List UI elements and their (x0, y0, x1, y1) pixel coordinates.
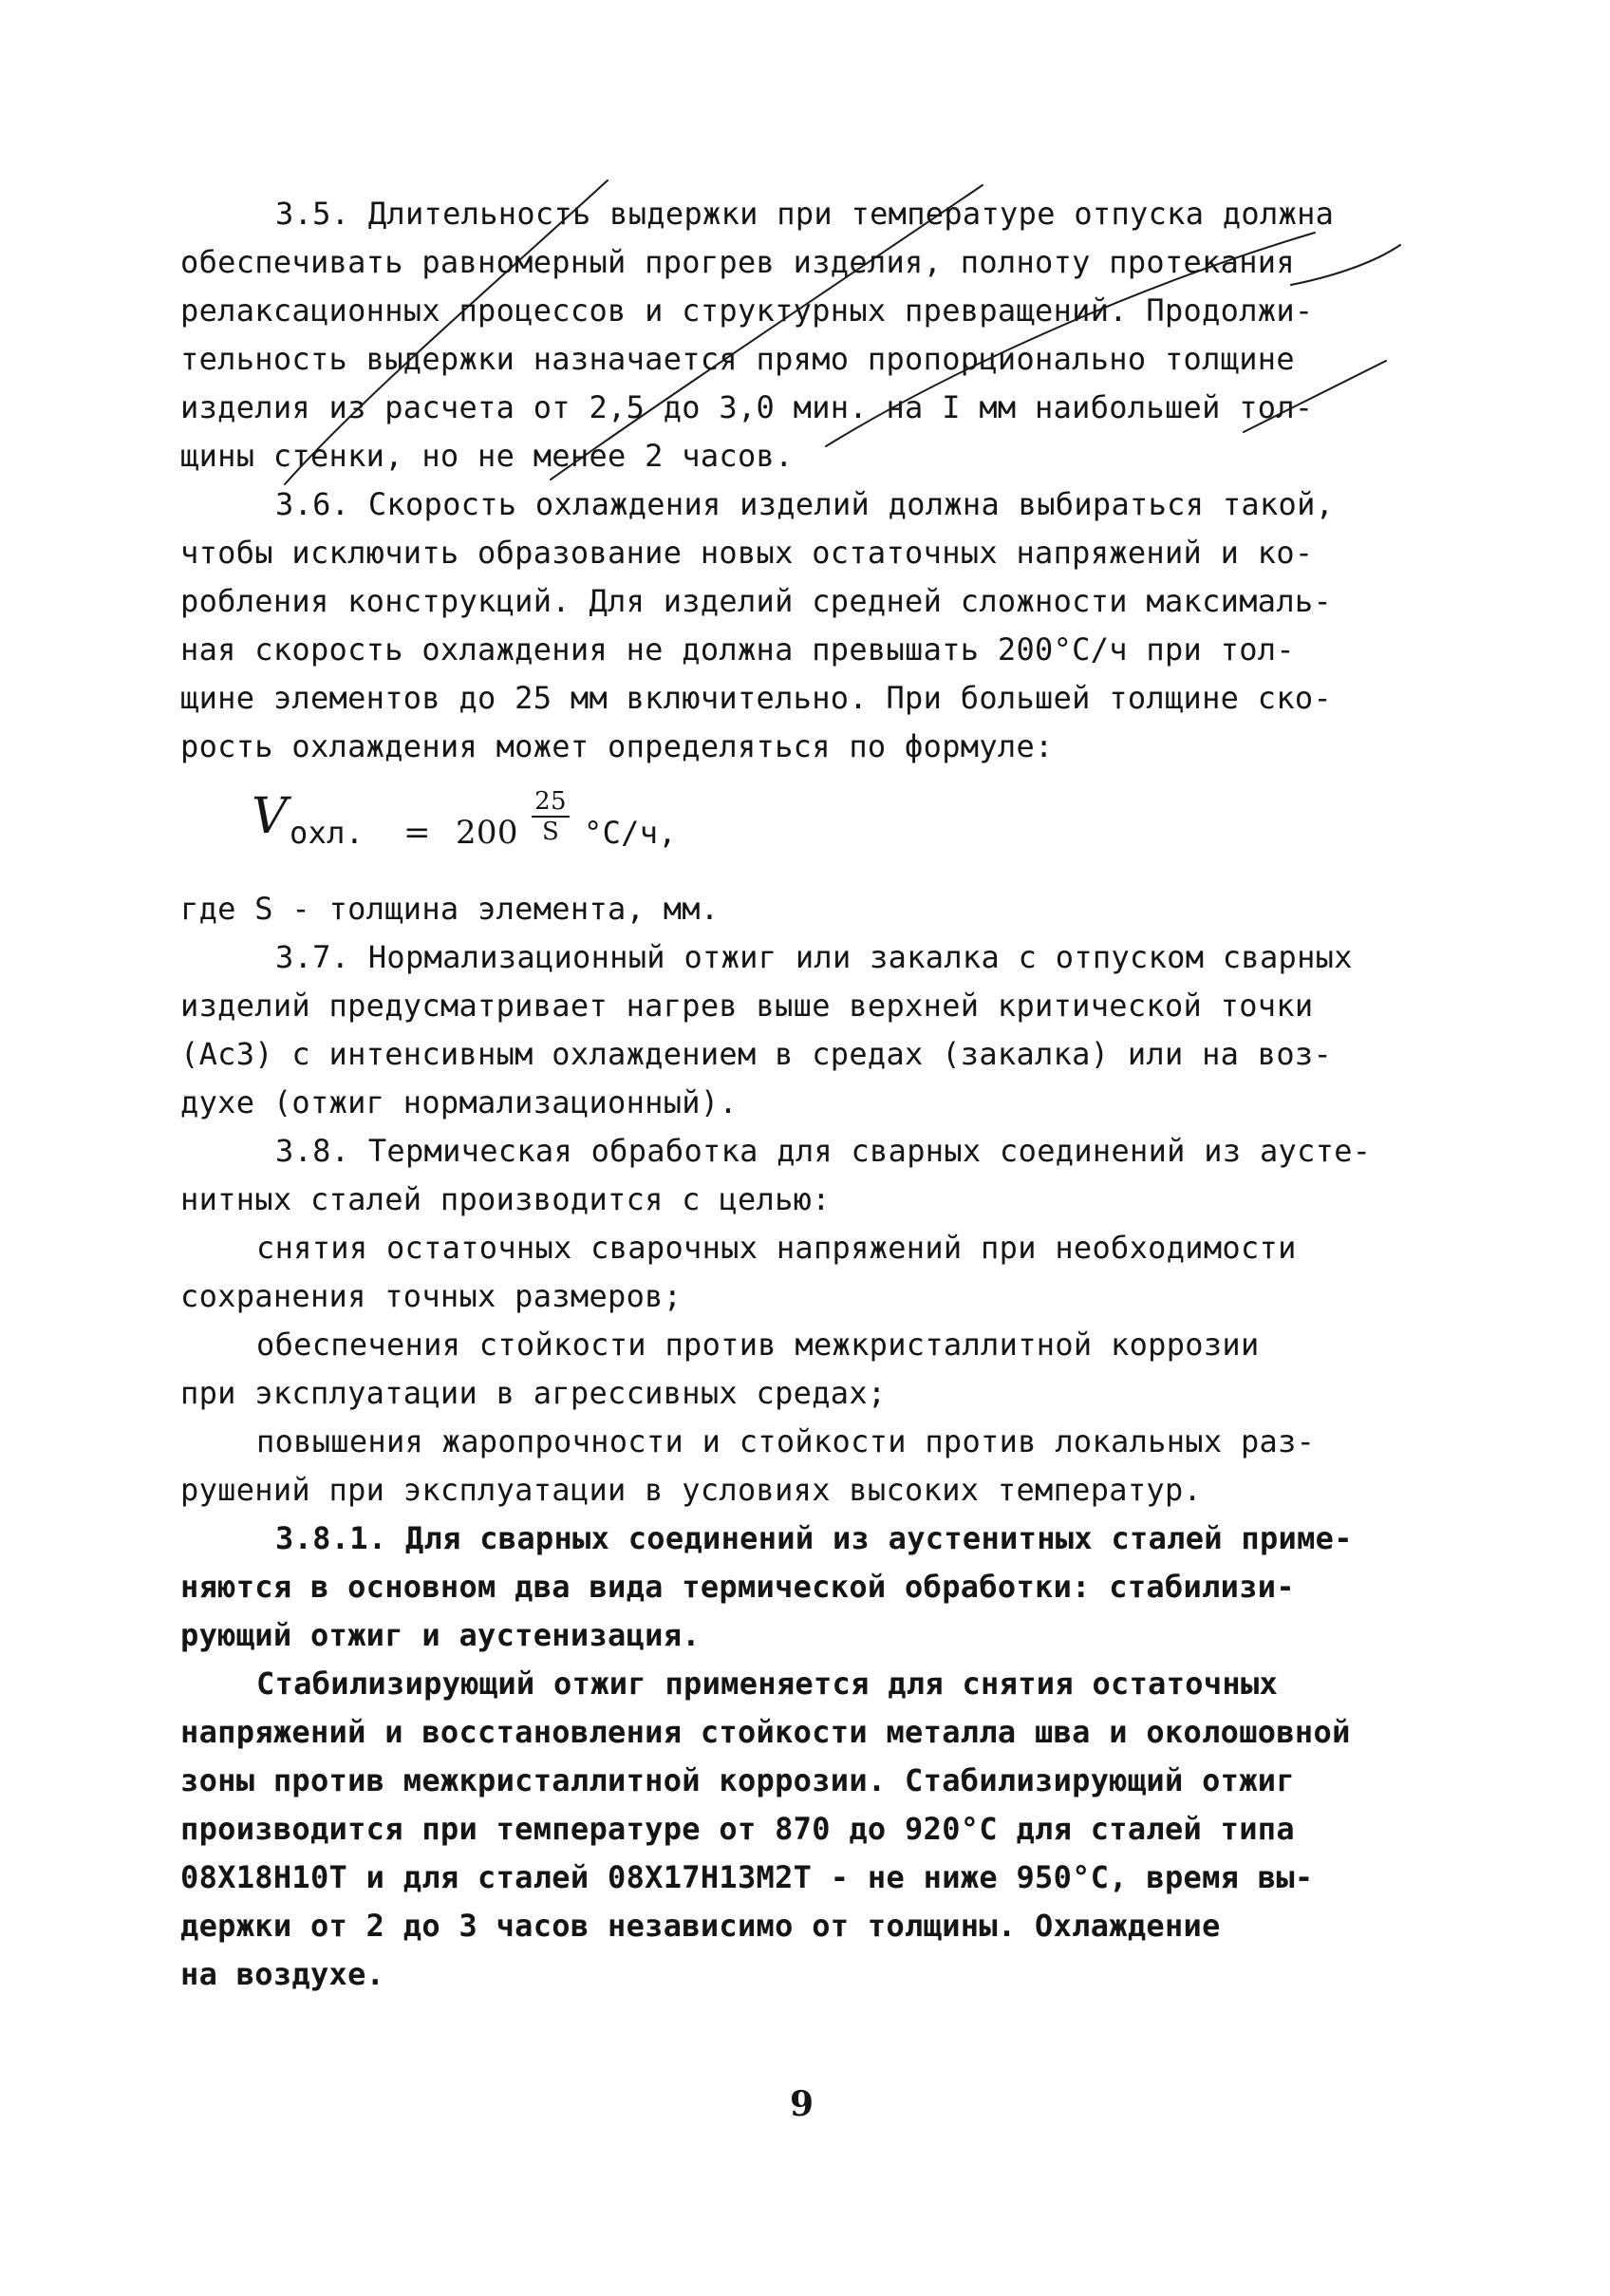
p381-line-2: няются в основном два вида термической обработки: стабилизи- (180, 1569, 1295, 1605)
list-item-2-line-1: обеспечения стойкости против межкристаллитной коррозии (256, 1327, 1260, 1363)
p36-line-3: робления конструкций. Для изделий средней сложности максималь- (180, 583, 1333, 619)
p35-line-1: 3.5. Длительность выдержки при температуре отпуска должна (275, 196, 1335, 232)
list-item-3-line-1: повышения жаропрочности и стойкости против локальных раз- (256, 1423, 1316, 1459)
list-item-3-line-2: рушений при эксплуатации в условиях высоких температур. (180, 1472, 1203, 1508)
p36-line-6: рость охлаждения может определяться по формуле: (180, 728, 1054, 764)
formula-equals: = (403, 814, 431, 852)
p381-line-3: рующий отжиг и аустенизация. (180, 1617, 701, 1653)
p36-line-1: 3.6. Скорость охлаждения изделий должна выбираться такой, (275, 486, 1335, 522)
formula-numerator: 25 (534, 787, 567, 816)
p37-line-1: 3.7. Нормализационный отжиг или закалка с отпуском сварных (275, 939, 1353, 975)
p35-line-6: щины стенки, но не менее 2 часов. (180, 438, 794, 474)
p36-line-4: ная скорость охлаждения не должна превышать 200°С/ч при тол- (180, 631, 1295, 668)
p381-line-1: 3.8.1. Для сварных соединений из аустенитных сталей приме- (275, 1520, 1353, 1556)
list-item-1-line-2: сохранения точных размеров; (180, 1278, 683, 1314)
p35-line-2: обеспечивать равномерный прогрев изделия, полноту протекания (180, 244, 1295, 280)
p38-line-1: 3.8. Термическая обработка для сварных соединений из аусте- (275, 1133, 1372, 1169)
body-text (180, 190, 1433, 1999)
p35-line-3: релаксационных процессов и структурных превращений. Продолжи- (180, 292, 1314, 329)
stab-line-3: зоны против межкристаллитной коррозии. Стабилизирующий отжиг (180, 1762, 1295, 1798)
list-item-1-line-1: снятия остаточных сварочных напряжений при необходимости (256, 1230, 1297, 1266)
page-number: 9 (790, 2084, 814, 2124)
formula-where: где S - толщина элемента, мм. (180, 891, 720, 927)
stab-line-7: на воздухе. (180, 1956, 385, 1992)
p36-line-5: щине элементов до 25 мм включительно. При большей толщине ско- (180, 680, 1333, 716)
stab-line-1: Стабилизирующий отжиг применяется для снятия остаточных (256, 1666, 1279, 1702)
formula-denominator: S (541, 818, 560, 846)
formula-fraction (532, 788, 570, 845)
p38-line-2: нитных сталей производится с целью: (180, 1181, 831, 1217)
formula-symbol: V (252, 788, 288, 845)
formula-unit: °С/ч, (584, 815, 677, 851)
p35-line-5: изделия из расчета от 2,5 до 3,0 мин. на I мм наибольшей тол- (180, 389, 1314, 425)
stab-line-2: напряжений и восстановления стойкости металла шва и околошовной (180, 1714, 1351, 1750)
p37-line-2: изделий предусматривает нагрев выше верхней критической точки (180, 988, 1314, 1024)
stab-line-5: 08Х18Н10Т и для сталей 08Х17Н13М2Т - не ниже 950°С, время вы- (180, 1859, 1314, 1895)
p37-line-4: духе (отжиг нормализационный). (180, 1084, 738, 1120)
formula-coefficient: 200 (456, 814, 518, 852)
p37-line-3: (Ac3) с интенсивным охлаждением в средах (закалка) или на воз- (180, 1036, 1333, 1072)
list-item-2-line-2: при эксплуатации в агрессивных средах; (180, 1375, 887, 1411)
p36-line-2: чтобы исключить образование новых остаточных напряжений и ко- (180, 535, 1314, 571)
stab-line-4: производится при температуре от 870 до 920°С для сталей типа (180, 1811, 1295, 1847)
stab-line-6: держки от 2 до 3 часов независимо от толщины. Охлаждение (180, 1908, 1221, 1944)
formula-subscript: охл. (290, 815, 365, 851)
p35-line-4: тельность выдержки назначается прямо пропорционально толщине (180, 341, 1295, 377)
cooling-rate-formula (180, 771, 1433, 885)
